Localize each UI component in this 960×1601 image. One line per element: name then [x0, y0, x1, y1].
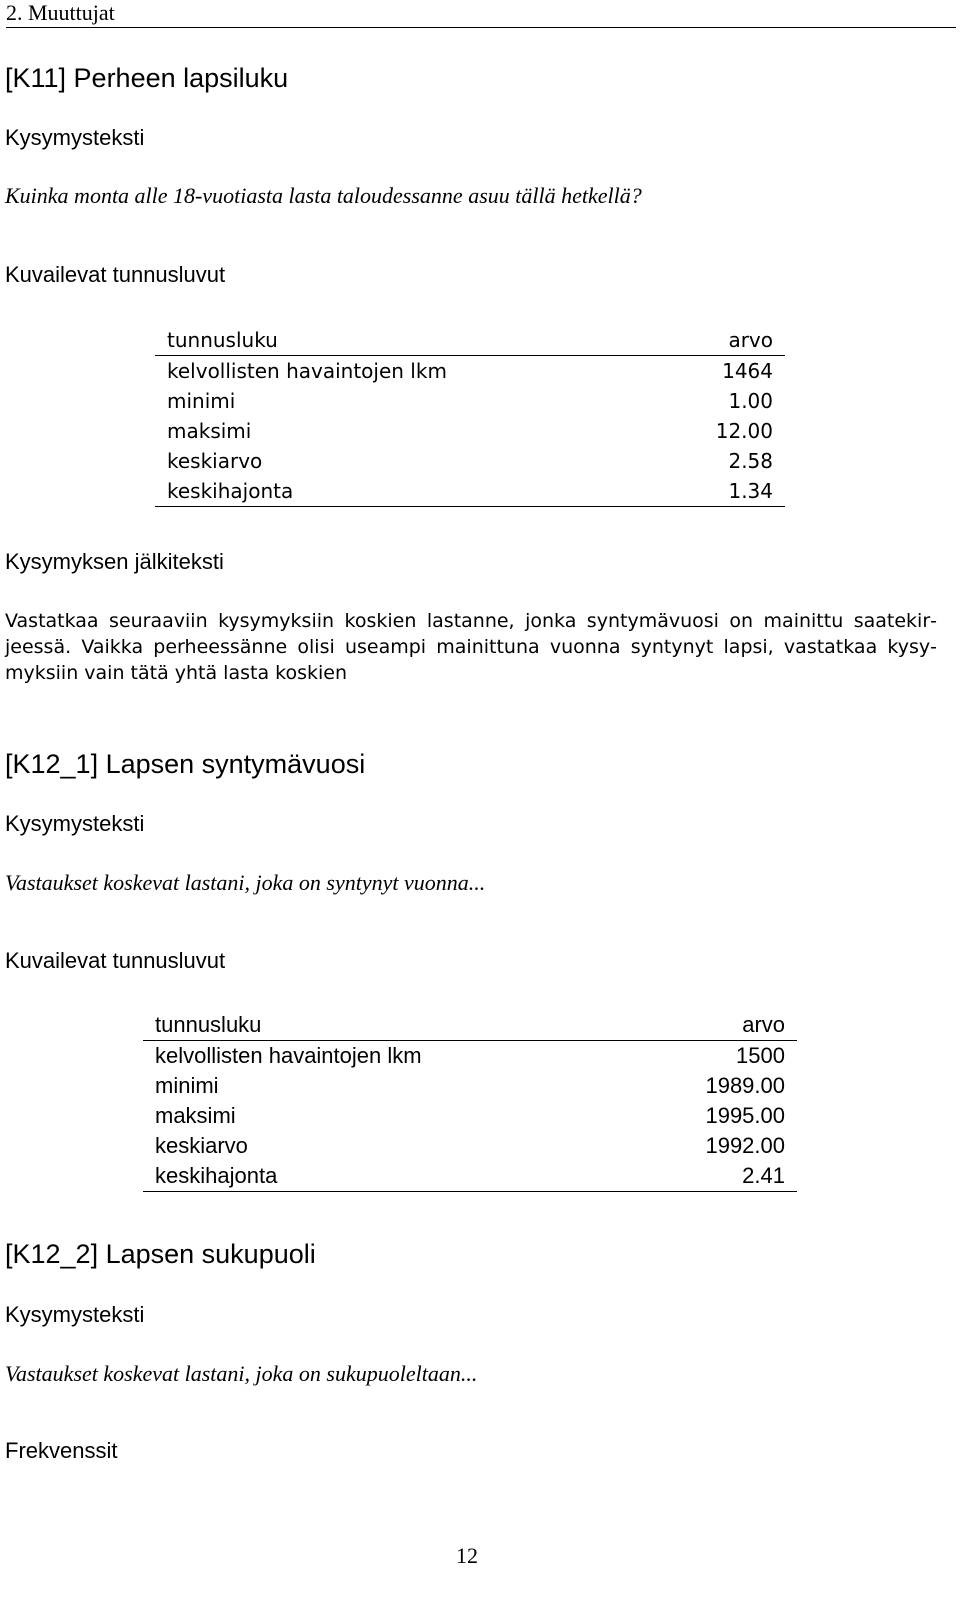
post-text-label-k11: Kysymyksen jälkiteksti — [5, 549, 224, 574]
stats-label-k11: Kuvailevat tunnusluvut — [5, 262, 226, 287]
stat-value: 12.00 — [715, 419, 773, 443]
stats-table-k12-1 — [143, 1010, 797, 1192]
question-text-k12-1: Vastaukset koskevat lastani, joka on syntynyt vuonna... — [5, 870, 486, 895]
table-row — [155, 446, 785, 476]
stat-value: 1500 — [736, 1043, 785, 1068]
section-title-k12-1: [K12_1] Lapsen syntymävuosi — [5, 749, 366, 779]
question-text-k12-2: Vastaukset koskevat lastani, joka on sukupuoleltaan... — [5, 1361, 478, 1386]
table-row — [155, 356, 785, 387]
column-header-value: arvo — [625, 1010, 797, 1041]
table-row — [143, 1041, 797, 1072]
question-label-k11: Kysymysteksti — [5, 125, 145, 150]
stat-name: keskiarvo — [167, 449, 263, 473]
stat-value: 1464 — [722, 359, 773, 383]
stat-name: minimi — [167, 389, 236, 413]
stat-value: 1995.00 — [705, 1103, 785, 1128]
question-label-k12-2: Kysymysteksti — [5, 1302, 145, 1327]
header-rule — [6, 27, 956, 28]
table-header-row — [155, 325, 785, 356]
stat-value: 1992.00 — [705, 1133, 785, 1158]
stat-name: maksimi — [167, 419, 252, 443]
column-header-statistic: tunnusluku — [143, 1010, 625, 1041]
question-text-k11: Kuinka monta alle 18-vuotiasta lasta taloudessanne asuu tällä hetkellä? — [5, 183, 642, 208]
stats-table-k11 — [155, 325, 785, 507]
section-title-k11: [K11] Perheen lapsiluku — [5, 63, 289, 93]
stat-name: kelvollisten havaintojen lkm — [155, 1043, 422, 1068]
question-label-k12-1: Kysymysteksti — [5, 811, 145, 836]
table-row — [143, 1131, 797, 1161]
stat-value: 1989.00 — [705, 1073, 785, 1098]
stat-name: maksimi — [155, 1103, 236, 1128]
stat-name: keskiarvo — [155, 1133, 248, 1158]
post-text-k11: Vastatkaa seuraaviin kysymyksiin koskien lastanne, jonka syntymävuosi on mainittu saatekirjeessä. Vaikka perheessänne olisi useampi mainittuna vuonna syntynyt lapsi, vastatkaa kysymyksiin vain tätä yhtä lasta koskien — [5, 610, 937, 684]
table-row — [143, 1101, 797, 1131]
page-number: 12 — [456, 1543, 478, 1568]
stat-name: keskihajonta — [143, 1161, 625, 1192]
running-head: 2. Muuttujat — [6, 0, 115, 25]
stat-name: kelvollisten havaintojen lkm — [167, 359, 447, 383]
table-row — [143, 1071, 797, 1101]
stat-value: 1.00 — [728, 389, 773, 413]
stat-name: minimi — [155, 1073, 219, 1098]
stat-value: 1.34 — [652, 476, 785, 507]
column-header-value: arvo — [652, 325, 785, 356]
table-row — [155, 416, 785, 446]
section-title-k12-2: [K12_2] Lapsen sukupuoli — [5, 1239, 316, 1269]
stat-value: 2.58 — [728, 449, 773, 473]
stat-value: 2.41 — [625, 1161, 797, 1192]
column-header-statistic: tunnusluku — [155, 325, 652, 356]
table-row — [155, 386, 785, 416]
table-header-row — [143, 1010, 797, 1041]
table-row — [143, 1161, 797, 1192]
stat-name: keskihajonta — [155, 476, 652, 507]
frequencies-label-k12-2: Frekvenssit — [5, 1438, 118, 1463]
stats-label-k12-1: Kuvailevat tunnusluvut — [5, 948, 226, 973]
table-row — [155, 476, 785, 507]
